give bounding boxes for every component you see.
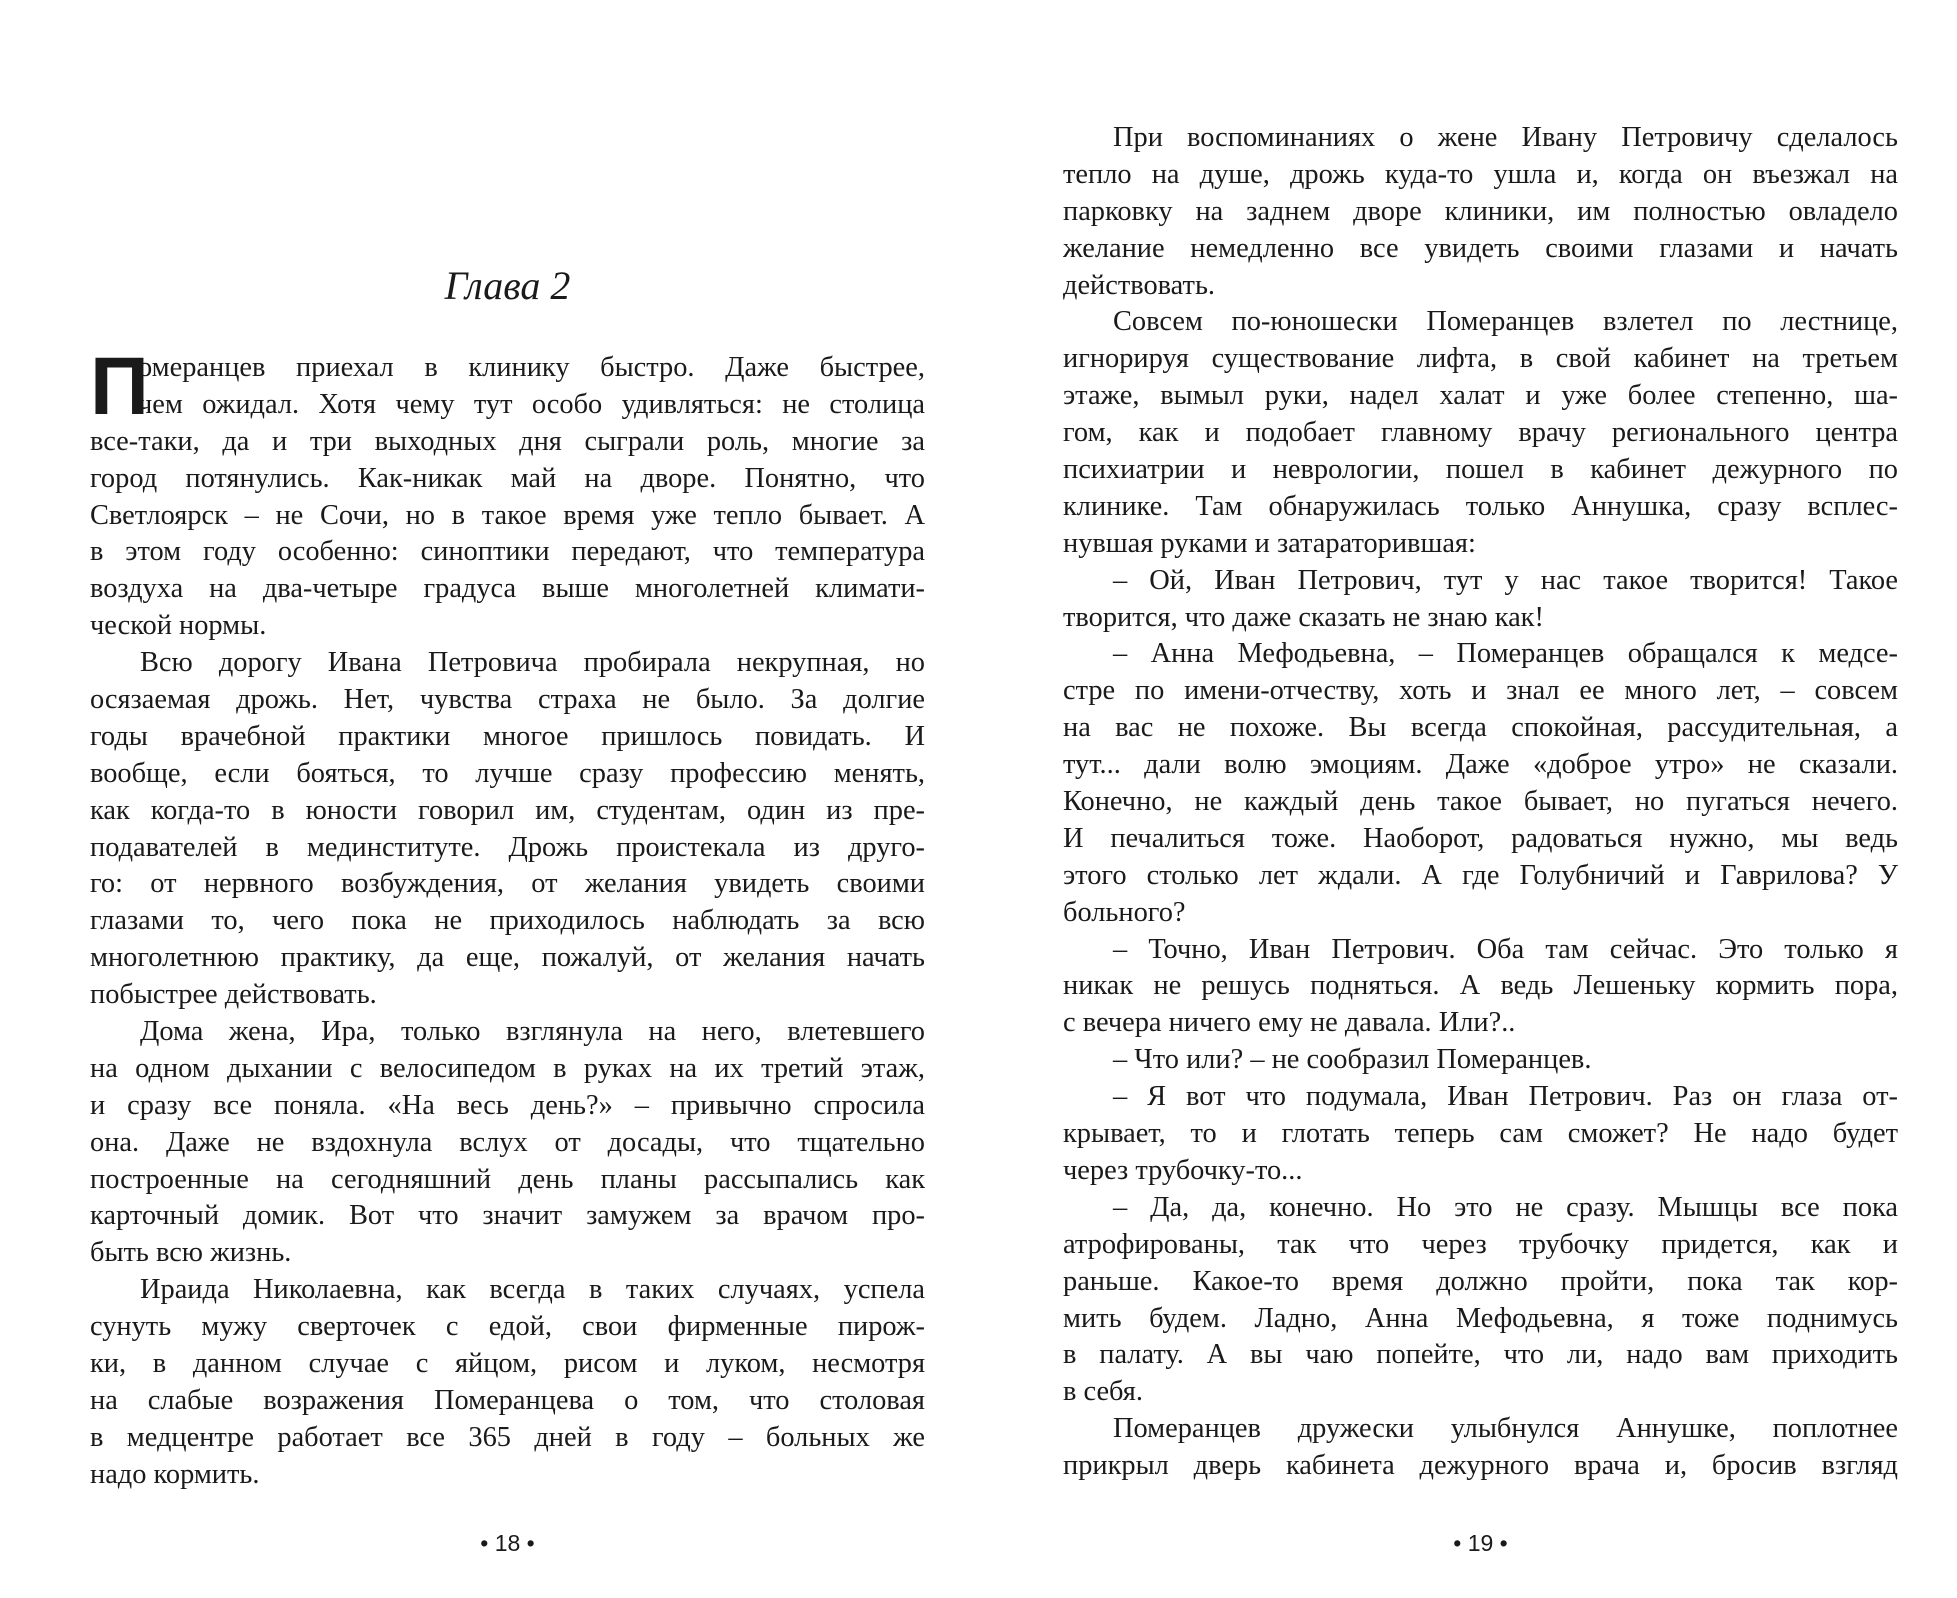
text-line: клинике. Там обнаружилась только Аннушка, сразу всплес- bbox=[1063, 490, 1898, 522]
text-line: творится, что даже сказать не знаю как! bbox=[1063, 601, 1544, 633]
page-number-left: • 18 • bbox=[480, 1530, 535, 1556]
text-line: Светлоярск – не Сочи, но в такое время уже тепло бывает. А bbox=[90, 499, 925, 531]
text-line: И печалиться тоже. Наоборот, радоваться нужно, мы ведь bbox=[1063, 822, 1898, 854]
text-line: все-таки, да и три выходных дня сыграли роль, многие за bbox=[90, 425, 925, 457]
text-line: При воспоминаниях о жене Ивану Петровичу сделалось bbox=[1113, 122, 1898, 153]
paragraph bbox=[1063, 1190, 1898, 1411]
paragraph bbox=[90, 1014, 925, 1272]
text-line: она. Даже не вздохнула вслух от досады, что тщательно bbox=[90, 1126, 925, 1158]
text-line: побыстрее действовать. bbox=[90, 979, 377, 1011]
text-line: на вас не похоже. Вы всегда спокойная, рассудительная, а bbox=[1063, 712, 1898, 744]
text-line: действовать. bbox=[1063, 269, 1216, 301]
text-line: быть всю жизнь. bbox=[90, 1237, 292, 1269]
text-line: игнорируя существование лифта, в свой кабинет на третьем bbox=[1063, 343, 1898, 375]
text-line: и сразу все поняла. «На весь день?» – привычно спросила bbox=[90, 1089, 925, 1121]
text-line: – Ой, Иван Петрович, тут у нас такое творится! Такое bbox=[1113, 564, 1898, 596]
text-line: в медцентре работает все 365 дней в году – больных же bbox=[90, 1421, 925, 1453]
text-line: – Что или? – не сообразил Померанцев. bbox=[1113, 1044, 1592, 1076]
text-line: Дома жена, Ира, только взглянула на него, влетевшего bbox=[140, 1016, 925, 1048]
text-line: через трубочку-то... bbox=[1063, 1154, 1303, 1186]
page-number-right: • 19 • bbox=[1453, 1530, 1508, 1556]
text-line: построенные на сегодняшний день планы рассыпались как bbox=[90, 1163, 925, 1195]
paragraph bbox=[90, 645, 925, 1014]
text-line: этаже, вымыл руки, надел халат и уже более степенно, ша- bbox=[1063, 380, 1898, 412]
text-line: Ираида Николаевна, как всегда в таких случаях, успела bbox=[140, 1274, 925, 1306]
text-line: подавателей в мединституте. Дрожь проистекала из друго- bbox=[90, 831, 925, 863]
text-line: омеранцев приехал в клинику быстро. Даже быстрее, bbox=[138, 352, 925, 383]
text-line: тепло на душе, дрожь куда-то ушла и, когда он въезжал на bbox=[1063, 158, 1898, 190]
text-line: больного? bbox=[1063, 896, 1186, 928]
text-line: гом, как и подобает главному врачу регионального центра bbox=[1063, 417, 1898, 449]
text-line: на одном дыхании с велосипедом в руках на их третий этаж, bbox=[90, 1052, 925, 1084]
text-line: надо кормить. bbox=[90, 1458, 260, 1490]
text-line: вообще, если бояться, то лучше сразу профессию менять, bbox=[90, 757, 925, 789]
text-line: Конечно, не каждый день такое бывает, но пугаться нечего. bbox=[1063, 786, 1898, 818]
text-line: на слабые возражения Померанцева о том, что столовая bbox=[90, 1384, 925, 1416]
paragraph bbox=[1063, 1411, 1898, 1485]
text-line: в палату. А вы чаю попейте, что ли, надо вам приходить bbox=[1063, 1339, 1898, 1371]
text-line: никак не решусь подняться. А ведь Лешеньку кормить пора, bbox=[1063, 970, 1898, 1002]
text-line: желание немедленно все увидеть своими глазами и начать bbox=[1063, 232, 1898, 264]
text-line: – Я вот что подумала, Иван Петрович. Раз он глаза от- bbox=[1113, 1081, 1898, 1113]
text-line: атрофированы, так что через трубочку придется, как и bbox=[1063, 1228, 1898, 1260]
paragraph bbox=[1063, 932, 1898, 1043]
paragraph bbox=[1063, 563, 1898, 637]
text-line: в себя. bbox=[1063, 1376, 1143, 1408]
text-line: в этом году особенно: синоптики передают, что температура bbox=[90, 536, 925, 568]
text-line: нувшая руками и затараторившая: bbox=[1063, 527, 1476, 559]
text-line: – Точно, Иван Петрович. Оба там сейчас. Это только я bbox=[1113, 933, 1898, 965]
text-line: этого столько лет ждали. А где Голубничий и Гаврилова? У bbox=[1063, 859, 1898, 891]
text-line: крывает, то и глотать теперь сам сможет? Не надо будет bbox=[1063, 1118, 1898, 1150]
paragraph bbox=[90, 1272, 925, 1493]
text-line: парковку на заднем дворе клиники, им полностью овладело bbox=[1063, 195, 1898, 227]
text-line: Померанцев дружески улыбнулся Аннушке, поплотнее bbox=[1113, 1413, 1898, 1445]
text-line: глазами то, чего пока не приходилось наблюдать за всю bbox=[90, 905, 925, 937]
left-text-block bbox=[90, 341, 925, 1494]
text-line: раньше. Какое-то время должно пройти, пока так кор- bbox=[1063, 1265, 1898, 1297]
text-line: карточный домик. Вот что значит замужем за врачом про- bbox=[90, 1200, 925, 1232]
text-line: город потянулись. Как-никак май на дворе. Понятно, что bbox=[90, 462, 925, 494]
paragraph bbox=[1063, 1079, 1898, 1190]
chapter-title: Глава 2 bbox=[444, 263, 571, 308]
text-line: го: от нервного возбуждения, от желания увидеть своими bbox=[90, 868, 925, 900]
text-line: Всю дорогу Ивана Петровича пробирала некрупная, но bbox=[140, 647, 925, 679]
paragraph bbox=[1063, 120, 1898, 304]
text-line: тут... дали волю эмоциям. Даже «доброе утро» не сказали. bbox=[1063, 749, 1898, 781]
drop-cap: П bbox=[90, 341, 149, 432]
paragraph bbox=[90, 341, 925, 645]
text-line: – Да, да, конечно. Но это не сразу. Мышцы все пока bbox=[1113, 1191, 1898, 1223]
text-line: многолетнюю практику, да еще, пожалуй, от желания начать bbox=[90, 942, 925, 974]
text-line: мить будем. Ладно, Анна Мефодьевна, я тоже поднимусь bbox=[1063, 1302, 1898, 1334]
paragraph bbox=[1063, 304, 1898, 562]
text-line: прикрыл дверь кабинета дежурного врача и, бросив взгляд bbox=[1063, 1450, 1898, 1482]
text-line: с вечера ничего ему не давала. Или?.. bbox=[1063, 1007, 1516, 1039]
text-line: – Анна Мефодьевна, – Померанцев обращался к медсе- bbox=[1113, 638, 1898, 670]
text-line: Совсем по-юношески Померанцев взлетел по лестнице, bbox=[1113, 306, 1898, 338]
text-line: осязаемая дрожь. Нет, чувства страха не было. За долгие bbox=[90, 684, 925, 716]
text-line: чем ожидал. Хотя чему тут особо удивляться: не столица bbox=[138, 388, 925, 420]
text-line: воздуха на два-четыре градуса выше многолетней климати- bbox=[90, 573, 925, 605]
text-line: сунуть мужу сверточек с едой, свои фирменные пирож- bbox=[90, 1311, 925, 1343]
text-line: психиатрии и неврологии, пошел в кабинет дежурного по bbox=[1063, 454, 1898, 486]
text-line: стре по имени-отчеству, хоть и знал ее много лет, – совсем bbox=[1063, 675, 1898, 707]
right-text-block bbox=[1063, 120, 1898, 1485]
text-line: как когда-то в юности говорил им, студентам, один из пре- bbox=[90, 794, 925, 826]
paragraph bbox=[1063, 1042, 1898, 1079]
text-line: годы врачебной практики многое пришлось повидать. И bbox=[90, 720, 925, 752]
paragraph bbox=[1063, 636, 1898, 931]
text-line: ки, в данном случае с яйцом, рисом и луком, несмотря bbox=[90, 1348, 925, 1380]
text-line: ческой нормы. bbox=[90, 610, 267, 642]
